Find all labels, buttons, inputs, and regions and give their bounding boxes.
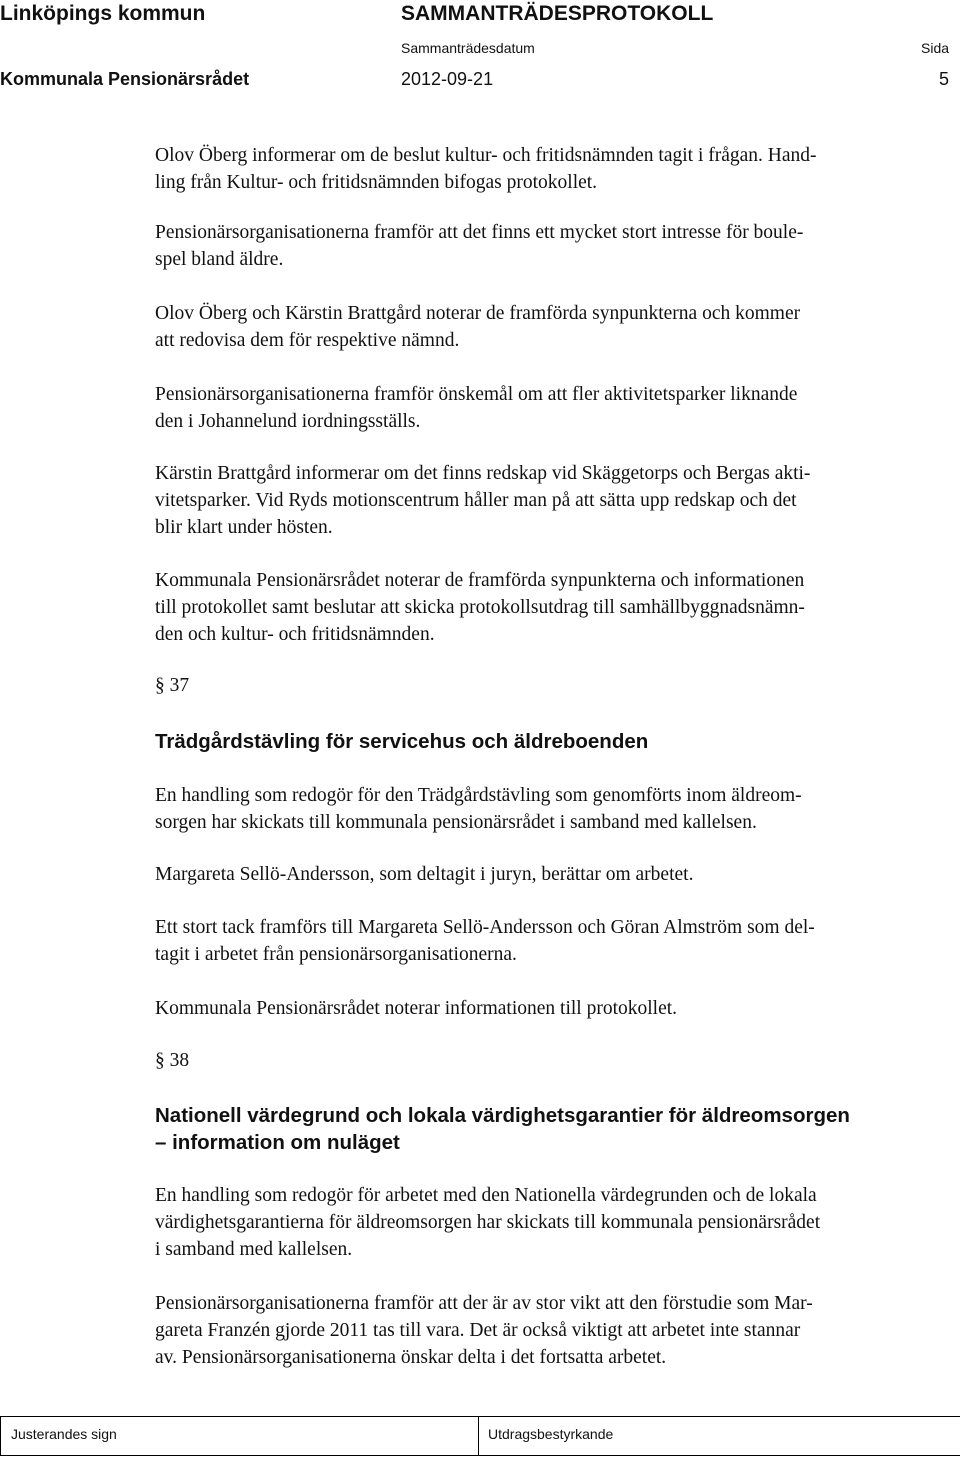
extract-cell (478, 1417, 960, 1455)
meeting-date: 2012-09-21 (401, 69, 494, 89)
paragraph: Olov Öberg och Kärstin Brattgård noterar de framförda synpunkterna och kommer att redovisa dem för respektive nämnd. (155, 303, 801, 351)
paragraph: Ett stort tack framförs till Margareta Sellö-Andersson och Göran Almström som del- tagit i arbetet från pensionärsorganisationerna. (155, 917, 815, 965)
paragraph: Kärstin Brattgård informerar om det finns redskap vid Skäggetorps och Bergas akti- vitetsparker. Vid Ryds motionscentrum håller man på att sätta upp redskap och det blir klart under hösten. (155, 463, 811, 538)
page-number: 5 (939, 69, 950, 89)
council-name: Kommunala Pensionärsrådet (0, 69, 250, 89)
page-label: Sida (921, 40, 950, 56)
paragraph: Margareta Sellö-Andersson, som deltagit i juryn, berättar om arbetet. (155, 864, 694, 885)
section-heading: Nationell värdegrund och lokala värdighetsgarantier för äldreomsorgen – information om nuläget (155, 1104, 850, 1154)
paragraph: Pensionärsorganisationerna framför att det finns ett mycket stort intresse för boule- spel bland äldre. (155, 222, 804, 270)
section-number: § 37 (155, 675, 190, 696)
organization-name: Linköpings kommun (0, 2, 206, 25)
document-title: SAMMANTRÄDESPROTOKOLL (401, 2, 714, 25)
meeting-date-label: Sammanträdesdatum (401, 40, 535, 56)
paragraph: Olov Öberg informerar om de beslut kultur- och fritidsnämnden tagit i frågan. Hand- ling från Kultur- och fritidsnämnden bifogas protokollet. (155, 145, 817, 193)
paragraph: Pensionärsorganisationerna framför önskemål om att fler aktivitetsparker liknande den i Johannelund iordningsställs. (155, 384, 798, 432)
paragraph: Pensionärsorganisationerna framför att der är av stor vikt att den förstudie som Mar- gareta Franzén gjorde 2011 tas till vara. Det är också viktigt att arbetet inte stannar av. Pensionärsorganisationerna önskar delta i det fortsatta arbetet. (155, 1293, 813, 1368)
section-number: § 38 (155, 1050, 190, 1071)
paragraph: En handling som redogör för arbetet med den Nationella värdegrunden och de lokala värdighetsgarantierna för äldreomsorgen har skickats till kommunala pensionärsrådet i samband med kallelsen. (155, 1185, 821, 1260)
decision-paragraph: Kommunala Pensionärsrådet noterar informationen till protokollet. (155, 998, 678, 1019)
paragraph: En handling som redogör för den Trädgårdstävling som genomförts inom äldreom- sorgen har skickats till kommunala pensionärsrådet i samband med kallelsen. (155, 785, 802, 833)
decision-paragraph: Kommunala Pensionärsrådet noterar de framförda synpunkterna och informationen till protokollet samt beslutar att skicka protokollsutdrag till samhällbyggnadsnämn- den och kultur- och fritidsnämnden. (155, 570, 805, 645)
sign-label: Justerandes sign (11, 1426, 117, 1442)
sign-cell (0, 1417, 479, 1455)
extract-label: Utdragsbestyrkande (488, 1426, 614, 1442)
section-heading: Trädgårdstävling för servicehus och äldreboenden (155, 730, 649, 753)
signature-footer (0, 1416, 960, 1456)
